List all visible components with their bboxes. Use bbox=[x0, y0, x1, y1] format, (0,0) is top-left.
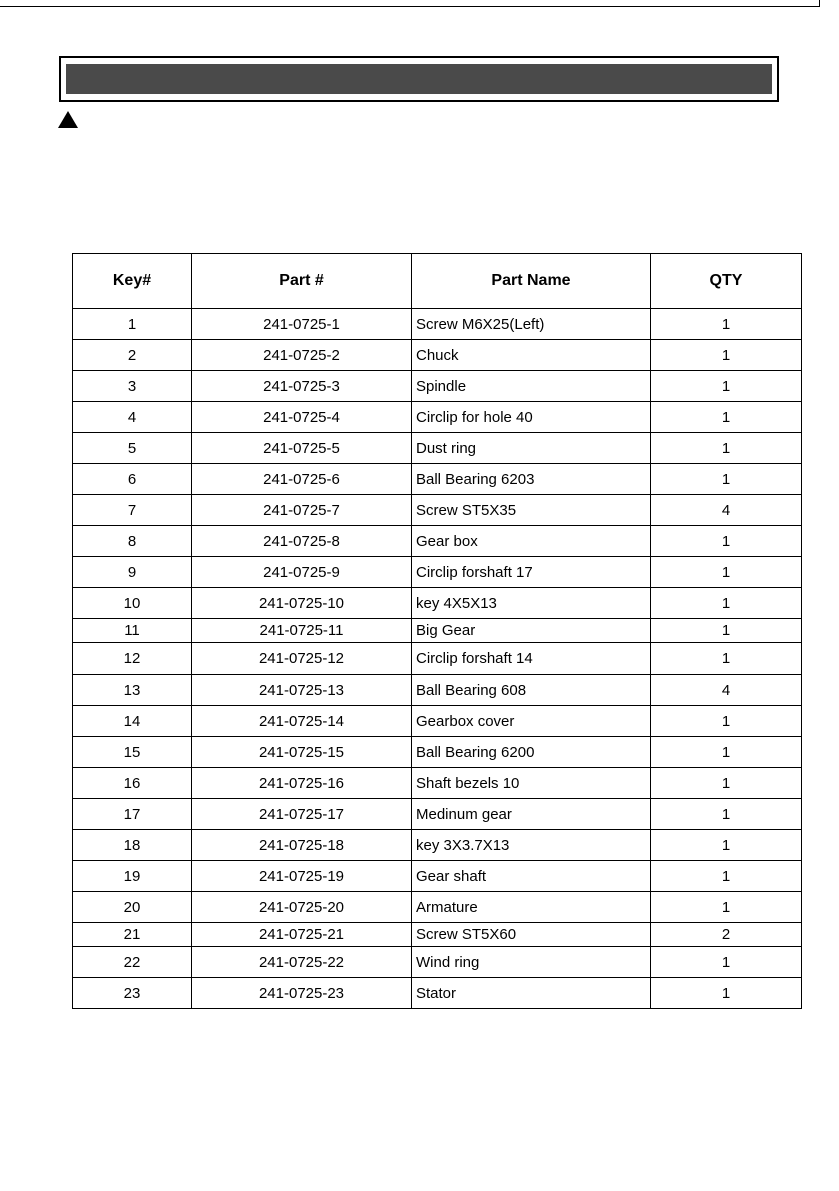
cell-key: 9 bbox=[73, 557, 192, 588]
cell-part-name: Wind ring bbox=[412, 947, 651, 978]
cell-part-name: Dust ring bbox=[412, 433, 651, 464]
table-row bbox=[73, 619, 802, 643]
cell-qty: 1 bbox=[651, 588, 802, 619]
cell-qty: 1 bbox=[651, 768, 802, 799]
table-row bbox=[73, 588, 802, 619]
cell-part-number: 241-0725-6 bbox=[192, 464, 412, 495]
cell-key: 22 bbox=[73, 947, 192, 978]
cell-qty: 1 bbox=[651, 433, 802, 464]
table-row bbox=[73, 799, 802, 830]
cell-part-number: 241-0725-1 bbox=[192, 309, 412, 340]
cell-part-name: Ball Bearing 6200 bbox=[412, 737, 651, 768]
cell-qty: 1 bbox=[651, 402, 802, 433]
cell-part-number: 241-0725-20 bbox=[192, 892, 412, 923]
cell-part-number: 241-0725-14 bbox=[192, 706, 412, 737]
cell-qty: 1 bbox=[651, 464, 802, 495]
cell-part-number: 241-0725-10 bbox=[192, 588, 412, 619]
table-row bbox=[73, 464, 802, 495]
cell-key: 4 bbox=[73, 402, 192, 433]
cell-qty: 1 bbox=[651, 861, 802, 892]
cell-key: 5 bbox=[73, 433, 192, 464]
cell-qty: 4 bbox=[651, 495, 802, 526]
cell-key: 8 bbox=[73, 526, 192, 557]
cell-qty: 1 bbox=[651, 830, 802, 861]
cell-part-number: 241-0725-13 bbox=[192, 675, 412, 706]
table-header-row bbox=[73, 254, 802, 309]
cell-part-name: Circlip forshaft 14 bbox=[412, 643, 651, 675]
cell-qty: 2 bbox=[651, 923, 802, 947]
cell-key: 7 bbox=[73, 495, 192, 526]
table-row bbox=[73, 861, 802, 892]
cell-part-name: Gear box bbox=[412, 526, 651, 557]
table-row bbox=[73, 830, 802, 861]
header-qty: QTY bbox=[651, 254, 802, 309]
table-row bbox=[73, 923, 802, 947]
cell-part-number: 241-0725-18 bbox=[192, 830, 412, 861]
table-row bbox=[73, 675, 802, 706]
cell-part-number: 241-0725-9 bbox=[192, 557, 412, 588]
cell-part-number: 241-0725-2 bbox=[192, 340, 412, 371]
cell-part-name: Gear shaft bbox=[412, 861, 651, 892]
cell-part-name: Big Gear bbox=[412, 619, 651, 643]
cell-qty: 1 bbox=[651, 978, 802, 1009]
cell-qty: 1 bbox=[651, 737, 802, 768]
parts-table bbox=[72, 253, 802, 1009]
cell-part-number: 241-0725-8 bbox=[192, 526, 412, 557]
cell-key: 23 bbox=[73, 978, 192, 1009]
cell-part-number: 241-0725-23 bbox=[192, 978, 412, 1009]
table-row bbox=[73, 526, 802, 557]
cell-qty: 1 bbox=[651, 947, 802, 978]
header-part-number: Part # bbox=[192, 254, 412, 309]
cell-part-number: 241-0725-7 bbox=[192, 495, 412, 526]
cell-part-number: 241-0725-22 bbox=[192, 947, 412, 978]
cell-key: 3 bbox=[73, 371, 192, 402]
cell-key: 17 bbox=[73, 799, 192, 830]
cell-part-name: Medinum gear bbox=[412, 799, 651, 830]
cell-part-number: 241-0725-12 bbox=[192, 643, 412, 675]
top-rule-tick bbox=[819, 0, 820, 7]
cell-part-number: 241-0725-21 bbox=[192, 923, 412, 947]
cell-key: 20 bbox=[73, 892, 192, 923]
cell-part-number: 241-0725-16 bbox=[192, 768, 412, 799]
cell-part-name: Screw M6X25(Left) bbox=[412, 309, 651, 340]
header-key: Key# bbox=[73, 254, 192, 309]
section-header-frame bbox=[59, 56, 779, 102]
cell-key: 11 bbox=[73, 619, 192, 643]
cell-qty: 4 bbox=[651, 675, 802, 706]
cell-key: 21 bbox=[73, 923, 192, 947]
table-row bbox=[73, 309, 802, 340]
cell-qty: 1 bbox=[651, 557, 802, 588]
table-row bbox=[73, 768, 802, 799]
cell-qty: 1 bbox=[651, 526, 802, 557]
cell-qty: 1 bbox=[651, 340, 802, 371]
cell-qty: 1 bbox=[651, 892, 802, 923]
parts-table-body bbox=[73, 309, 802, 1009]
table-row bbox=[73, 643, 802, 675]
table-row bbox=[73, 737, 802, 768]
cell-key: 1 bbox=[73, 309, 192, 340]
cell-part-name: Chuck bbox=[412, 340, 651, 371]
section-header-bar bbox=[66, 64, 772, 94]
cell-part-name: Armature bbox=[412, 892, 651, 923]
cell-key: 10 bbox=[73, 588, 192, 619]
cell-part-name: Ball Bearing 608 bbox=[412, 675, 651, 706]
cell-part-name: Circlip forshaft 17 bbox=[412, 557, 651, 588]
table-row bbox=[73, 706, 802, 737]
cell-part-name: Ball Bearing 6203 bbox=[412, 464, 651, 495]
cell-part-number: 241-0725-17 bbox=[192, 799, 412, 830]
warning-triangle-icon bbox=[58, 111, 78, 128]
cell-part-number: 241-0725-3 bbox=[192, 371, 412, 402]
cell-part-number: 241-0725-4 bbox=[192, 402, 412, 433]
cell-key: 13 bbox=[73, 675, 192, 706]
cell-key: 15 bbox=[73, 737, 192, 768]
cell-key: 18 bbox=[73, 830, 192, 861]
table-row bbox=[73, 892, 802, 923]
cell-qty: 1 bbox=[651, 643, 802, 675]
cell-qty: 1 bbox=[651, 799, 802, 830]
table-row bbox=[73, 433, 802, 464]
table-row bbox=[73, 402, 802, 433]
cell-part-name: Shaft bezels 10 bbox=[412, 768, 651, 799]
cell-key: 16 bbox=[73, 768, 192, 799]
table-row bbox=[73, 371, 802, 402]
cell-part-number: 241-0725-11 bbox=[192, 619, 412, 643]
cell-part-name: Screw ST5X35 bbox=[412, 495, 651, 526]
cell-part-name: Stator bbox=[412, 978, 651, 1009]
cell-part-name: Screw ST5X60 bbox=[412, 923, 651, 947]
cell-part-number: 241-0725-19 bbox=[192, 861, 412, 892]
cell-part-name: key 4X5X13 bbox=[412, 588, 651, 619]
cell-qty: 1 bbox=[651, 309, 802, 340]
cell-key: 19 bbox=[73, 861, 192, 892]
cell-key: 6 bbox=[73, 464, 192, 495]
table-row bbox=[73, 557, 802, 588]
table-row bbox=[73, 340, 802, 371]
cell-part-name: key 3X3.7X13 bbox=[412, 830, 651, 861]
cell-key: 12 bbox=[73, 643, 192, 675]
cell-qty: 1 bbox=[651, 619, 802, 643]
table-row bbox=[73, 978, 802, 1009]
cell-part-number: 241-0725-5 bbox=[192, 433, 412, 464]
cell-part-name: Circlip for hole 40 bbox=[412, 402, 651, 433]
cell-part-name: Spindle bbox=[412, 371, 651, 402]
table-row bbox=[73, 495, 802, 526]
cell-key: 2 bbox=[73, 340, 192, 371]
cell-qty: 1 bbox=[651, 706, 802, 737]
cell-part-number: 241-0725-15 bbox=[192, 737, 412, 768]
top-rule bbox=[0, 6, 820, 7]
cell-key: 14 bbox=[73, 706, 192, 737]
table-row bbox=[73, 947, 802, 978]
cell-qty: 1 bbox=[651, 371, 802, 402]
header-part-name: Part Name bbox=[412, 254, 651, 309]
cell-part-name: Gearbox cover bbox=[412, 706, 651, 737]
